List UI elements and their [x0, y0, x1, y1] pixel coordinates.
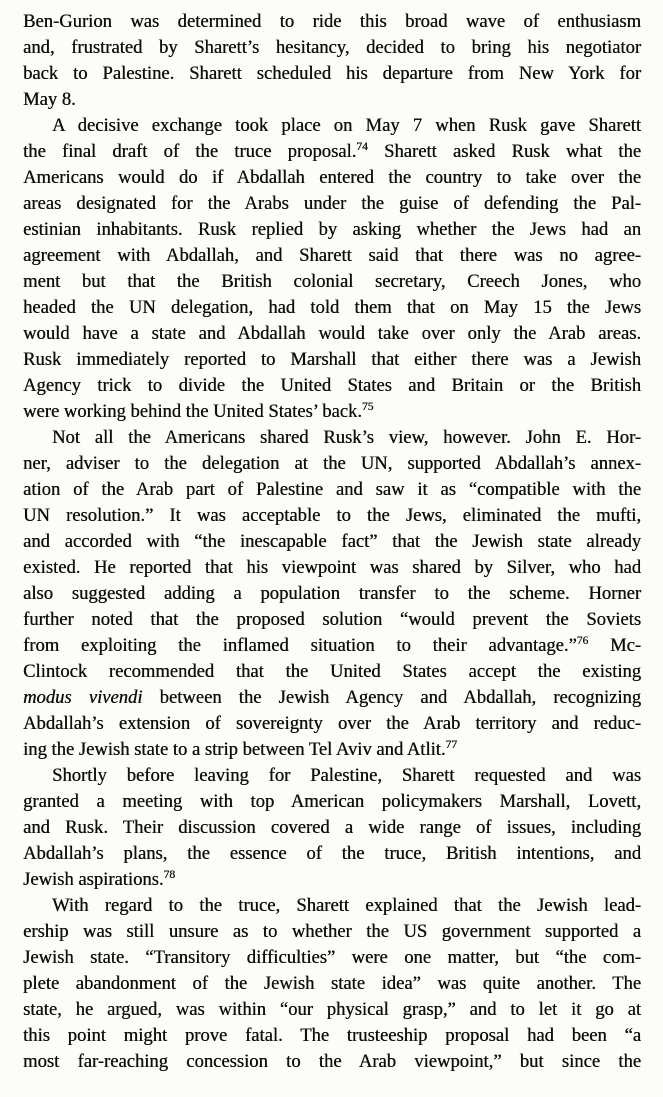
text-line [23, 763, 641, 789]
text-line [23, 685, 641, 711]
text-line [23, 997, 641, 1023]
text-line [23, 789, 641, 815]
paragraph [23, 893, 641, 1075]
text-line [23, 243, 641, 269]
text-segment: were working behind the United States’ back. [23, 401, 362, 422]
text-line [23, 529, 641, 555]
text-line [23, 165, 641, 191]
text-line [23, 139, 641, 165]
text-segment: also suggested adding a population transfer to the scheme. Horner [23, 583, 641, 604]
text-line [23, 893, 641, 919]
text-segment: Mc- [588, 635, 641, 656]
text-segment: May 8. [23, 89, 76, 110]
text-segment: and accorded with “the inescapable fact” that the Jewish state already [23, 531, 641, 552]
text-line [23, 477, 641, 503]
paragraph [23, 9, 641, 113]
text-line [23, 269, 641, 295]
text-line [23, 191, 641, 217]
text-segment: Jewish aspirations. [23, 869, 164, 890]
text-segment: this point might prove fatal. The trusteeship proposal had been “a [23, 1025, 641, 1046]
text-line [23, 1049, 641, 1075]
text-segment: most far-reaching concession to the Arab viewpoint,” but since the [23, 1051, 641, 1072]
text-line [23, 581, 641, 607]
text-line [23, 61, 641, 87]
text-segment: UN resolution.” It was acceptable to the Jews, eliminated the mufti, [23, 505, 641, 526]
text-segment: further noted that the proposed solution “would prevent the Soviets [23, 609, 641, 630]
paragraph [23, 763, 641, 893]
text-line [23, 9, 641, 35]
text-segment: back to Palestine. Sharett scheduled his departure from New York for [23, 63, 641, 84]
text-segment: Abdallah’s extension of sovereignty over the Arab territory and reduc- [23, 713, 641, 734]
text-line [23, 451, 641, 477]
italic-phrase: modus vivendi [23, 687, 143, 708]
text-line [23, 113, 641, 139]
footnote-reference: 76 [576, 634, 589, 647]
text-line [23, 373, 641, 399]
text-line [23, 815, 641, 841]
text-line [23, 295, 641, 321]
text-segment: ation of the Arab part of Palestine and saw it as “compatible with the [23, 479, 641, 500]
text-segment: ership was still unsure as to whether the US government supported a [23, 921, 641, 942]
text-segment: With regard to the truce, Sharett explained that the Jewish lead- [52, 895, 641, 916]
footnote-reference: 74 [356, 140, 368, 153]
text-segment: Not all the Americans shared Rusk’s view, however. John E. Hor- [52, 427, 641, 448]
text-segment: between the Jewish Agency and Abdallah, recognizing [142, 687, 641, 708]
text-segment: and, frustrated by Sharett’s hesitancy, decided to bring his negotiator [23, 37, 641, 58]
text-line [23, 1023, 641, 1049]
text-segment: Abdallah’s plans, the essence of the truce, British intentions, and [23, 843, 641, 864]
text-line [23, 217, 641, 243]
text-segment: Shortly before leaving for Palestine, Sharett requested and was [52, 765, 641, 786]
text-segment: Ben-Gurion was determined to ride this broad wave of enthusiasm [23, 11, 641, 32]
paragraph [23, 425, 641, 763]
text-segment: headed the UN delegation, had told them that on May 15 the Jews [23, 297, 641, 318]
text-segment: Jewish state. “Transitory difficulties” were one matter, but “the com- [23, 947, 641, 968]
paragraph [23, 113, 641, 425]
text-line [23, 607, 641, 633]
text-segment: ner, adviser to the delegation at the UN, supported Abdallah’s annex- [23, 453, 641, 474]
text-segment: estinian inhabitants. Rusk replied by asking whether the Jews had an [23, 219, 641, 240]
text-segment: would have a state and Abdallah would take over only the Arab areas. [23, 323, 641, 344]
text-line [23, 555, 641, 581]
footnote-reference: 78 [163, 868, 175, 881]
footnote-reference: 77 [445, 738, 458, 751]
text-line [23, 919, 641, 945]
text-segment: granted a meeting with top American policymakers Marshall, Lovett, [23, 791, 641, 812]
text-segment: Agency trick to divide the United States and Britain or the British [23, 375, 641, 396]
text-line [23, 867, 641, 893]
text-line [23, 659, 641, 685]
text-segment: agreement with Abdallah, and Sharett said that there was no agree- [23, 245, 641, 266]
text-line [23, 347, 641, 373]
text-segment: state, he argued, was within “our physical grasp,” and to let it go at [23, 999, 641, 1020]
text-line [23, 945, 641, 971]
text-line [23, 841, 641, 867]
text-segment: and Rusk. Their discussion covered a wide range of issues, including [23, 817, 641, 838]
text-segment: Clintock recommended that the United States accept the existing [23, 661, 641, 682]
text-segment: areas designated for the Arabs under the guise of defending the Pal- [23, 193, 641, 214]
text-segment: the final draft of the truce proposal. [23, 141, 357, 162]
text-segment: from exploiting the inflamed situation to their advantage.” [23, 635, 577, 656]
text-line [23, 633, 641, 659]
text-line [23, 399, 641, 425]
footnote-reference: 75 [361, 400, 374, 413]
text-segment: ing the Jewish state to a strip between Tel Aviv and Atlit. [23, 739, 446, 760]
text-line [23, 711, 641, 737]
text-segment: Americans would do if Abdallah entered the country to take over the [23, 167, 641, 188]
text-line [23, 503, 641, 529]
text-line [23, 425, 641, 451]
text-segment: plete abandonment of the Jewish state idea” was quite another. The [23, 973, 641, 994]
text-line [23, 971, 641, 997]
text-line [23, 321, 641, 347]
text-segment: A decisive exchange took place on May 7 when Rusk gave Sharett [52, 115, 641, 136]
text-segment: existed. He reported that his viewpoint was shared by Silver, who had [23, 557, 641, 578]
text-segment: ment but that the British colonial secretary, Creech Jones, who [23, 271, 641, 292]
text-segment: Sharett asked Rusk what the [367, 141, 642, 162]
text-line [23, 35, 641, 61]
text-line [23, 87, 641, 113]
text-line [23, 737, 641, 763]
text-segment: Rusk immediately reported to Marshall that either there was a Jewish [23, 349, 641, 370]
